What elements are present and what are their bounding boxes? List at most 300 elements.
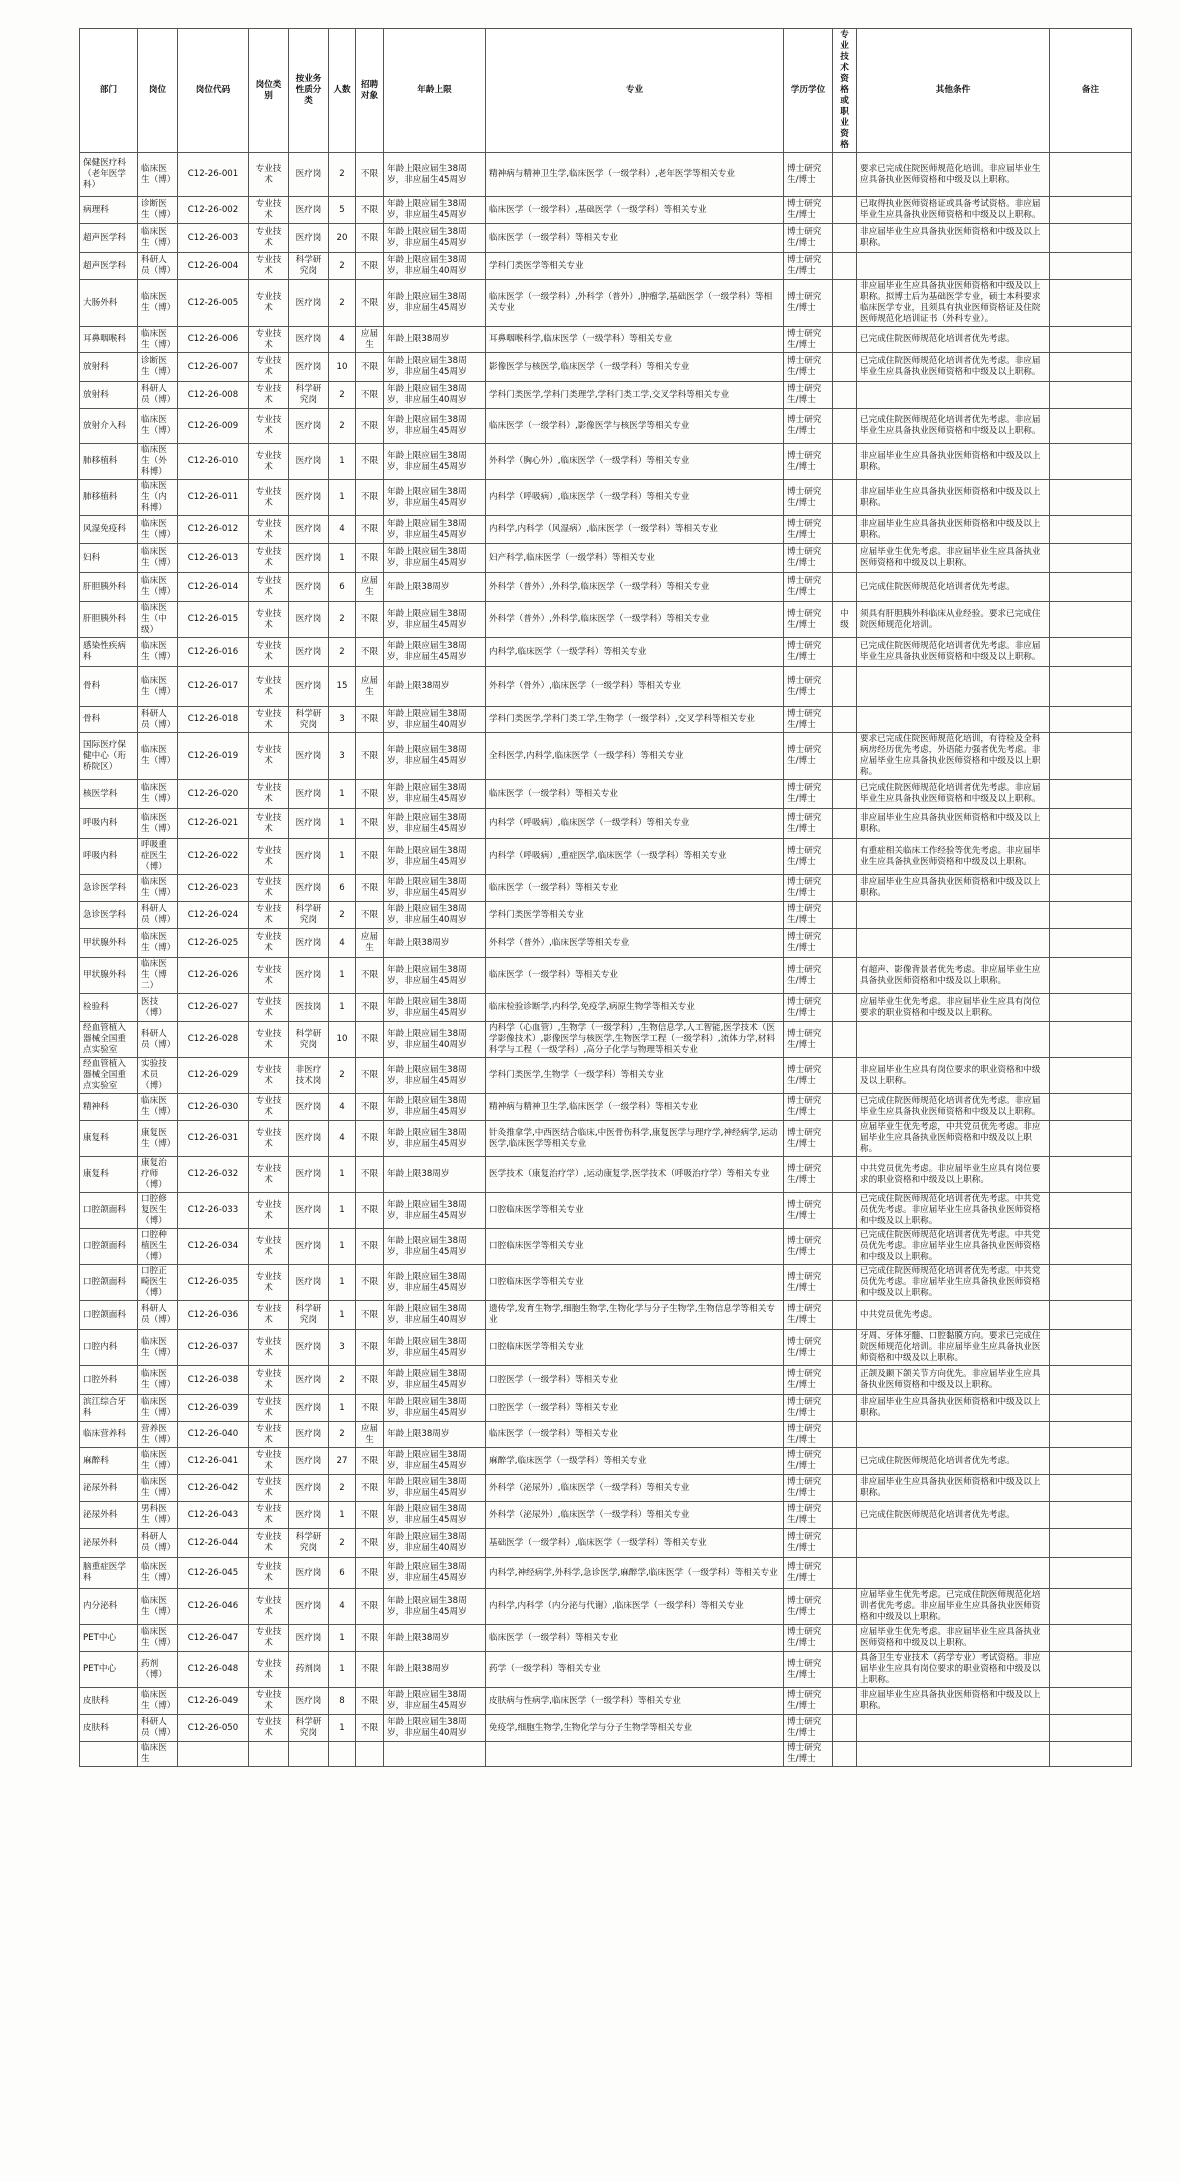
cell-duty-class: 医疗岗	[289, 929, 329, 958]
cell-degree: 博士研究生/博士	[784, 1475, 833, 1502]
cell-headcount: 10	[329, 1022, 356, 1058]
cell-title-req	[833, 480, 857, 516]
cell-post-code: C12-26-030	[178, 1094, 249, 1121]
cell-degree: 博士研究生/博士	[784, 707, 833, 733]
cell-degree: 博士研究生/博士	[784, 1265, 833, 1301]
cell-post: 临床医生（博）	[138, 573, 178, 602]
cell-dept: 麻醉科	[80, 1448, 138, 1475]
cell-remark	[1050, 1715, 1132, 1742]
cell-target: 不限	[356, 839, 384, 875]
cell-post-code: C12-26-033	[178, 1193, 249, 1229]
cell-dept: 甲状腺外科	[80, 958, 138, 994]
cell-title-req	[833, 353, 857, 382]
cell-title-req	[833, 1121, 857, 1157]
cell-other: 已完成住院医师规范化培训者优先考虑。	[857, 327, 1050, 353]
cell-post-code: C12-26-041	[178, 1448, 249, 1475]
cell-other: 已完成住院医师规范化培训者优先考虑。非应届毕业生应具备执业医师资格和中级及以上职称。	[857, 638, 1050, 667]
cell-degree: 博士研究生/博士	[784, 1058, 833, 1094]
cell-major: 临床医学（一级学科）等相关专业	[486, 1625, 784, 1652]
cell-title-req	[833, 1330, 857, 1366]
cell-post-code: C12-26-010	[178, 444, 249, 480]
cell-duty-class: 医疗岗	[289, 1193, 329, 1229]
table-row	[80, 958, 1132, 994]
cell-post: 康复医生（博）	[138, 1121, 178, 1157]
cell-degree: 博士研究生/博士	[784, 1301, 833, 1330]
cell-degree: 博士研究生/博士	[784, 780, 833, 809]
cell-target	[356, 1742, 384, 1767]
cell-remark	[1050, 544, 1132, 573]
cell-major: 学科门类医学,学科门类工学,生物学（一级学科）,交叉学科等相关专业	[486, 707, 784, 733]
cell-post-type: 专业技术	[249, 602, 289, 638]
cell-other: 已完成住院医师规范化培训者优先考虑。中共党员优先考虑。非应届毕业生应具备执业医师资格和中级及以上职称。	[857, 1265, 1050, 1301]
cell-major: 医学技术（康复治疗学）,运动康复学,医学技术（呼吸治疗学）等相关专业	[486, 1157, 784, 1193]
cell-target: 不限	[356, 1121, 384, 1157]
cell-title-req	[833, 733, 857, 780]
cell-post: 医技（博）	[138, 994, 178, 1022]
cell-target: 不限	[356, 1688, 384, 1715]
cell-remark	[1050, 1094, 1132, 1121]
cell-remark	[1050, 839, 1132, 875]
cell-post: 科研人员（博）	[138, 902, 178, 929]
cell-headcount: 10	[329, 353, 356, 382]
cell-post-type: 专业技术	[249, 1652, 289, 1688]
cell-age-limit: 年龄上限应届生38周岁，非应届生45周岁	[384, 1193, 486, 1229]
cell-other: 正颌及颞下颌关节方向优先。非应届毕业生应具备执业医师资格和中级及以上职称。	[857, 1366, 1050, 1395]
cell-target: 不限	[356, 444, 384, 480]
cell-other: 应届毕业生优先考虑。已完成住院医师规范化培训者优先考虑。非应届毕业生应具备执业医师资格和中级及以上职称。	[857, 1589, 1050, 1625]
cell-post: 临床医生（博）	[138, 1094, 178, 1121]
cell-other: 牙周、牙体牙髓、口腔黏膜方向。要求已完成住院医师规范化培训。非应届毕业生应具备执业医师资格和中级及以上职称。	[857, 1330, 1050, 1366]
cell-post: 临床医生（博）	[138, 1589, 178, 1625]
cell-dept: 泌尿外科	[80, 1502, 138, 1529]
cell-post-code: C12-26-025	[178, 929, 249, 958]
cell-major: 学科门类医学等相关专业	[486, 902, 784, 929]
cell-age-limit: 年龄上限应届生38周岁，非应届生45周岁	[384, 480, 486, 516]
cell-major: 外科学（普外）,临床医学等相关专业	[486, 929, 784, 958]
cell-duty-class: 医疗岗	[289, 1229, 329, 1265]
cell-age-limit: 年龄上限应届生38周岁，非应届生40周岁	[384, 902, 486, 929]
cell-title-req	[833, 1652, 857, 1688]
table-row	[80, 1157, 1132, 1193]
cell-other: 应届毕业生优先考虑。非应届毕业生应具备执业医师资格和中级及以上职称。	[857, 544, 1050, 573]
cell-dept: PET中心	[80, 1625, 138, 1652]
cell-target: 应届生	[356, 1422, 384, 1448]
cell-degree: 博士研究生/博士	[784, 280, 833, 327]
cell-age-limit: 年龄上限应届生38周岁，非应届生45周岁	[384, 153, 486, 197]
cell-other: 已完成住院医师规范化培训者优先考虑。中共党员优先考虑。非应届毕业生应具备执业医师资格和中级及以上职称。	[857, 1193, 1050, 1229]
cell-other	[857, 1715, 1050, 1742]
cell-remark	[1050, 382, 1132, 409]
cell-major: 外科学（骨外）,临床医学（一级学科）等相关专业	[486, 667, 784, 707]
cell-age-limit: 年龄上限38周岁	[384, 327, 486, 353]
cell-post-code: C12-26-049	[178, 1688, 249, 1715]
cell-title-req	[833, 224, 857, 253]
cell-age-limit: 年龄上限应届生38周岁，非应届生40周岁	[384, 1715, 486, 1742]
cell-other: 非应届毕业生应具备执业医师资格和中级及以上职称。	[857, 1395, 1050, 1422]
cell-post-type: 专业技术	[249, 1366, 289, 1395]
cell-post-type: 专业技术	[249, 1715, 289, 1742]
cell-target: 不限	[356, 1094, 384, 1121]
cell-other	[857, 1022, 1050, 1058]
cell-headcount: 2	[329, 280, 356, 327]
cell-post-code: C12-26-045	[178, 1558, 249, 1589]
cell-headcount: 2	[329, 902, 356, 929]
cell-remark	[1050, 153, 1132, 197]
cell-target: 不限	[356, 809, 384, 839]
cell-degree: 博士研究生/博士	[784, 875, 833, 902]
cell-age-limit: 年龄上限应届生38周岁，非应届生45周岁	[384, 638, 486, 667]
cell-degree: 博士研究生/博士	[784, 516, 833, 544]
cell-title-req	[833, 544, 857, 573]
cell-remark	[1050, 667, 1132, 707]
cell-headcount: 1	[329, 809, 356, 839]
cell-dept: 临床营养科	[80, 1422, 138, 1448]
cell-duty-class: 医疗岗	[289, 516, 329, 544]
cell-duty-class: 医疗岗	[289, 1475, 329, 1502]
cell-post: 临床医生（博）	[138, 733, 178, 780]
cell-target: 不限	[356, 1652, 384, 1688]
cell-target: 不限	[356, 707, 384, 733]
cell-post: 临床医生（内科博）	[138, 480, 178, 516]
table-row	[80, 780, 1132, 809]
cell-age-limit: 年龄上限应届生38周岁，非应届生45周岁	[384, 733, 486, 780]
cell-post-type: 专业技术	[249, 409, 289, 444]
table-row	[80, 809, 1132, 839]
cell-post-type: 专业技术	[249, 1589, 289, 1625]
cell-degree: 博士研究生/博士	[784, 1652, 833, 1688]
cell-target: 不限	[356, 353, 384, 382]
table-row	[80, 1652, 1132, 1688]
cell-target: 不限	[356, 994, 384, 1022]
cell-degree: 博士研究生/博士	[784, 994, 833, 1022]
cell-duty-class: 医疗岗	[289, 1265, 329, 1301]
cell-headcount: 1	[329, 1652, 356, 1688]
cell-dept: 精神科	[80, 1094, 138, 1121]
cell-title-req	[833, 839, 857, 875]
cell-remark	[1050, 809, 1132, 839]
cell-other	[857, 1742, 1050, 1767]
cell-age-limit: 年龄上限应届生38周岁，非应届生45周岁	[384, 1265, 486, 1301]
cell-other	[857, 253, 1050, 280]
cell-title-req	[833, 153, 857, 197]
cell-post: 临床医生（外科博）	[138, 444, 178, 480]
cell-post-type: 专业技术	[249, 929, 289, 958]
cell-other: 中共党员优先考虑。	[857, 1301, 1050, 1330]
cell-dept: 放射介入科	[80, 409, 138, 444]
cell-major: 临床医学（一级学科）等相关专业	[486, 958, 784, 994]
cell-target: 不限	[356, 1589, 384, 1625]
cell-post-code: C12-26-021	[178, 809, 249, 839]
cell-duty-class: 医疗岗	[289, 1688, 329, 1715]
cell-post-code: C12-26-015	[178, 602, 249, 638]
cell-post-type: 专业技术	[249, 1558, 289, 1589]
cell-major: 影像医学与核医学,临床医学（一级学科）等相关专业	[486, 353, 784, 382]
cell-duty-class: 医疗岗	[289, 958, 329, 994]
cell-post: 药剂（博）	[138, 1652, 178, 1688]
cell-duty-class: 医疗岗	[289, 1589, 329, 1625]
cell-duty-class: 科学研究岗	[289, 1022, 329, 1058]
header-post-code: 岗位代码	[178, 29, 249, 153]
cell-title-req	[833, 280, 857, 327]
cell-target: 不限	[356, 1193, 384, 1229]
cell-degree: 博士研究生/博士	[784, 382, 833, 409]
cell-degree: 博士研究生/博士	[784, 1742, 833, 1767]
cell-duty-class: 科学研究岗	[289, 253, 329, 280]
cell-duty-class: 医疗岗	[289, 544, 329, 573]
cell-headcount: 6	[329, 875, 356, 902]
cell-age-limit: 年龄上限38周岁	[384, 667, 486, 707]
cell-post-type: 专业技术	[249, 958, 289, 994]
cell-duty-class: 医疗岗	[289, 1366, 329, 1395]
cell-remark	[1050, 958, 1132, 994]
table-row	[80, 153, 1132, 197]
cell-remark	[1050, 1301, 1132, 1330]
cell-target: 不限	[356, 480, 384, 516]
cell-post: 临床医生（博）	[138, 280, 178, 327]
cell-degree: 博士研究生/博士	[784, 327, 833, 353]
cell-headcount: 1	[329, 1157, 356, 1193]
cell-dept	[80, 1742, 138, 1767]
cell-degree: 博士研究生/博士	[784, 544, 833, 573]
cell-degree: 博士研究生/博士	[784, 197, 833, 224]
cell-remark	[1050, 1625, 1132, 1652]
cell-remark	[1050, 1229, 1132, 1265]
cell-post-code: C12-26-016	[178, 638, 249, 667]
cell-degree: 博士研究生/博士	[784, 929, 833, 958]
table-row	[80, 327, 1132, 353]
cell-headcount: 1	[329, 994, 356, 1022]
cell-post-code: C12-26-023	[178, 875, 249, 902]
cell-remark	[1050, 1157, 1132, 1193]
cell-dept: 口腔内科	[80, 1330, 138, 1366]
cell-title-req	[833, 1157, 857, 1193]
cell-degree: 博士研究生/博士	[784, 902, 833, 929]
cell-duty-class: 医疗岗	[289, 1121, 329, 1157]
table-row	[80, 1366, 1132, 1395]
cell-post-code: C12-26-038	[178, 1366, 249, 1395]
cell-major	[486, 1742, 784, 1767]
cell-target: 不限	[356, 1448, 384, 1475]
cell-post-type: 专业技术	[249, 1058, 289, 1094]
cell-post-type: 专业技术	[249, 1094, 289, 1121]
cell-dept: 经血管植入器械全国重点实验室	[80, 1058, 138, 1094]
cell-post-code: C12-26-031	[178, 1121, 249, 1157]
cell-age-limit: 年龄上限应届生38周岁，非应届生40周岁	[384, 1301, 486, 1330]
cell-other: 已完成住院医师规范化培训者优先考虑。	[857, 1448, 1050, 1475]
cell-degree: 博士研究生/博士	[784, 444, 833, 480]
cell-post: 科研人员（博）	[138, 1301, 178, 1330]
cell-dept: 放射科	[80, 382, 138, 409]
cell-dept: 风湿免疫科	[80, 516, 138, 544]
cell-age-limit: 年龄上限应届生38周岁，非应届生45周岁	[384, 280, 486, 327]
cell-duty-class: 科学研究岗	[289, 1715, 329, 1742]
cell-other: 非应届毕业生应具有岗位要求的职业资格和中级及以上职称。	[857, 1058, 1050, 1094]
cell-post-type: 专业技术	[249, 1330, 289, 1366]
cell-post-code: C12-26-020	[178, 780, 249, 809]
cell-dept: 大肠外科	[80, 280, 138, 327]
cell-post: 科研人员（博）	[138, 1529, 178, 1558]
cell-dept: 呼吸内科	[80, 809, 138, 839]
cell-post: 临床医生（博）	[138, 809, 178, 839]
cell-title-req	[833, 1448, 857, 1475]
table-row	[80, 409, 1132, 444]
cell-target: 不限	[356, 280, 384, 327]
cell-dept: 病理科	[80, 197, 138, 224]
cell-title-req	[833, 1301, 857, 1330]
cell-major: 外科学（泌尿外）,临床医学（一级学科）等相关专业	[486, 1475, 784, 1502]
table-row	[80, 1301, 1132, 1330]
cell-dept: 放射科	[80, 353, 138, 382]
cell-post-type: 专业技术	[249, 875, 289, 902]
cell-post-type: 专业技术	[249, 1422, 289, 1448]
cell-post-code: C12-26-011	[178, 480, 249, 516]
cell-remark	[1050, 929, 1132, 958]
cell-dept: 康复科	[80, 1121, 138, 1157]
cell-post-type: 专业技术	[249, 197, 289, 224]
cell-post: 临床医生（中级）	[138, 602, 178, 638]
cell-headcount: 3	[329, 733, 356, 780]
cell-dept: 急诊医学科	[80, 902, 138, 929]
cell-dept: 康复科	[80, 1157, 138, 1193]
table-row	[80, 444, 1132, 480]
cell-dept: 核医学科	[80, 780, 138, 809]
cell-target: 不限	[356, 1058, 384, 1094]
cell-headcount: 1	[329, 1395, 356, 1422]
cell-major: 遗传学,发育生物学,细胞生物学,生物化学与分子生物学,生物信息学等相关专业	[486, 1301, 784, 1330]
cell-major: 口腔医学（一级学科）等相关专业	[486, 1395, 784, 1422]
cell-dept: 肺移植科	[80, 480, 138, 516]
cell-dept: 皮肤科	[80, 1715, 138, 1742]
cell-duty-class: 科学研究岗	[289, 707, 329, 733]
cell-duty-class: 医疗岗	[289, 1558, 329, 1589]
cell-headcount: 4	[329, 1589, 356, 1625]
cell-age-limit: 年龄上限应届生38周岁，非应届生45周岁	[384, 602, 486, 638]
cell-other: 已完成住院医师规范化培训者优先考虑。中共党员优先考虑。非应届毕业生应具备执业医师资格和中级及以上职称。	[857, 1229, 1050, 1265]
header-other: 其他条件	[857, 29, 1050, 153]
cell-post-type: 专业技术	[249, 327, 289, 353]
cell-duty-class: 医疗岗	[289, 197, 329, 224]
cell-remark	[1050, 1395, 1132, 1422]
cell-post-code: C12-26-029	[178, 1058, 249, 1094]
cell-title-req	[833, 1193, 857, 1229]
cell-post-code: C12-26-009	[178, 409, 249, 444]
cell-target: 不限	[356, 1330, 384, 1366]
cell-post-code: C12-26-043	[178, 1502, 249, 1529]
cell-post-code: C12-26-027	[178, 994, 249, 1022]
cell-other: 已完成住院医师规范化培训者优先考虑。	[857, 1502, 1050, 1529]
cell-headcount: 6	[329, 1558, 356, 1589]
cell-post: 临床医生（博）	[138, 1395, 178, 1422]
header-title-req: 专业技术资格或职业资格	[833, 29, 857, 153]
cell-title-req	[833, 667, 857, 707]
cell-duty-class: 医疗岗	[289, 809, 329, 839]
cell-degree: 博士研究生/博士	[784, 1688, 833, 1715]
cell-post-type: 专业技术	[249, 1529, 289, 1558]
cell-age-limit: 年龄上限38周岁	[384, 1625, 486, 1652]
cell-degree: 博士研究生/博士	[784, 253, 833, 280]
cell-dept: 骨科	[80, 667, 138, 707]
cell-duty-class	[289, 1742, 329, 1767]
cell-post-code: C12-26-012	[178, 516, 249, 544]
cell-degree: 博士研究生/博士	[784, 1229, 833, 1265]
cell-age-limit: 年龄上限应届生38周岁，非应届生45周岁	[384, 1395, 486, 1422]
cell-headcount: 2	[329, 638, 356, 667]
cell-major: 临床医学（一级学科）,基础医学（一级学科）等相关专业	[486, 197, 784, 224]
cell-post-type: 专业技术	[249, 480, 289, 516]
cell-age-limit: 年龄上限应届生38周岁，非应届生45周岁	[384, 1589, 486, 1625]
table-row	[80, 1121, 1132, 1157]
cell-headcount: 15	[329, 667, 356, 707]
cell-major: 内科学（呼吸病）,临床医学（一级学科）等相关专业	[486, 809, 784, 839]
cell-post-type: 专业技术	[249, 1475, 289, 1502]
cell-headcount: 27	[329, 1448, 356, 1475]
cell-major: 全科医学,内科学,临床医学（一级学科）等相关专业	[486, 733, 784, 780]
cell-target: 不限	[356, 780, 384, 809]
cell-degree: 博士研究生/博士	[784, 1715, 833, 1742]
cell-title-req	[833, 1742, 857, 1767]
cell-degree: 博士研究生/博士	[784, 409, 833, 444]
cell-age-limit: 年龄上限应届生38周岁，非应届生45周岁	[384, 353, 486, 382]
cell-headcount: 2	[329, 602, 356, 638]
cell-dept: 口腔颌面科	[80, 1265, 138, 1301]
cell-dept: 肝胆胰外科	[80, 602, 138, 638]
cell-title-req	[833, 253, 857, 280]
cell-headcount: 1	[329, 1301, 356, 1330]
cell-age-limit: 年龄上限38周岁	[384, 929, 486, 958]
cell-duty-class: 医疗岗	[289, 733, 329, 780]
cell-major: 临床医学（一级学科）等相关专业	[486, 780, 784, 809]
cell-degree: 博士研究生/博士	[784, 638, 833, 667]
cell-duty-class: 医疗岗	[289, 875, 329, 902]
cell-remark	[1050, 516, 1132, 544]
cell-duty-class: 药剂岗	[289, 1652, 329, 1688]
cell-post: 临床医生（博）	[138, 1330, 178, 1366]
cell-post-type: 专业技术	[249, 444, 289, 480]
cell-age-limit: 年龄上限应届生38周岁，非应届生45周岁	[384, 444, 486, 480]
cell-post-type	[249, 1742, 289, 1767]
cell-dept: 甲状腺外科	[80, 929, 138, 958]
cell-major: 临床医学（一级学科）,影像医学与核医学等相关专业	[486, 409, 784, 444]
cell-major: 临床医学（一级学科）等相关专业	[486, 1422, 784, 1448]
table-row	[80, 197, 1132, 224]
cell-title-req	[833, 444, 857, 480]
cell-degree: 博士研究生/博士	[784, 1366, 833, 1395]
cell-degree: 博士研究生/博士	[784, 809, 833, 839]
cell-post: 呼吸重症医生（博）	[138, 839, 178, 875]
cell-post-code: C12-26-017	[178, 667, 249, 707]
cell-target: 不限	[356, 516, 384, 544]
cell-other	[857, 382, 1050, 409]
cell-age-limit: 年龄上限应届生38周岁，非应届生45周岁	[384, 875, 486, 902]
cell-headcount: 6	[329, 573, 356, 602]
cell-target: 不限	[356, 1301, 384, 1330]
cell-dept: 滨江综合牙科	[80, 1395, 138, 1422]
cell-dept: 国际医疗保健中心（珩桥院区）	[80, 733, 138, 780]
cell-headcount: 4	[329, 327, 356, 353]
table-row	[80, 1715, 1132, 1742]
cell-headcount: 2	[329, 1529, 356, 1558]
cell-headcount: 1	[329, 1502, 356, 1529]
cell-major: 内科学（呼吸病）,重症医学,临床医学（一级学科）等相关专业	[486, 839, 784, 875]
cell-remark	[1050, 1330, 1132, 1366]
cell-headcount: 1	[329, 780, 356, 809]
table-row	[80, 382, 1132, 409]
cell-post: 口腔正畸医生（博）	[138, 1265, 178, 1301]
cell-title-req	[833, 780, 857, 809]
cell-remark	[1050, 994, 1132, 1022]
cell-headcount: 4	[329, 1094, 356, 1121]
cell-target: 应届生	[356, 929, 384, 958]
